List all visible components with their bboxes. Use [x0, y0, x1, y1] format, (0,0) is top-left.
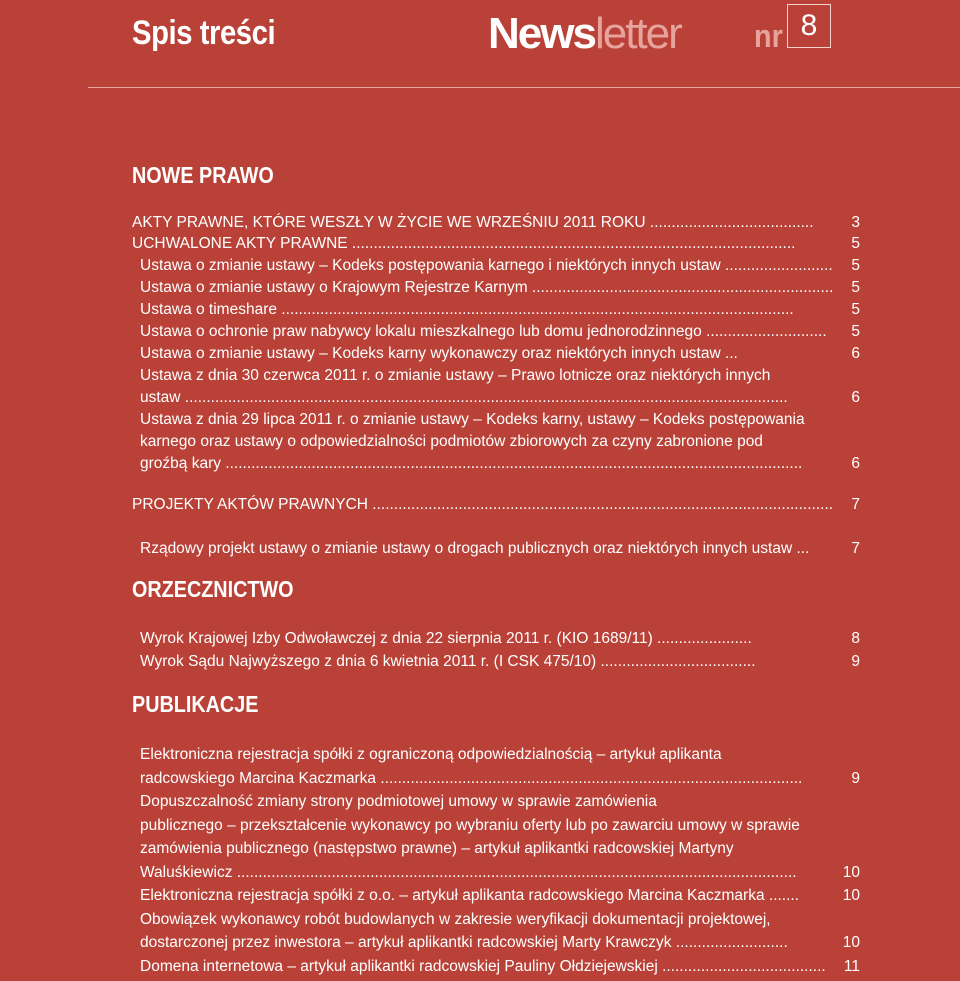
toc-entry-text[interactable]: dostarczonej przez inwestora – artykuł aplikantki radcowskiej Marty Krawczyk ..........................: [140, 934, 788, 951]
toc-entry-text[interactable]: groźbą kary ......................................................................................................................................: [140, 455, 803, 472]
newsletter-logo: [488, 10, 681, 58]
issue-number: 8: [787, 4, 831, 48]
toc-page-number: 5: [851, 323, 860, 340]
toc-page-number: 5: [851, 279, 860, 296]
toc-entry-text[interactable]: publicznego – przekształcenie wykonawcy po wybraniu oferty lub po zawarciu umowy w sprawie: [140, 817, 800, 834]
toc-page-number: 7: [851, 540, 860, 557]
toc-page-number: 8: [851, 630, 860, 647]
toc-entry-text[interactable]: Wyrok Sądu Najwyższego z dnia 6 kwietnia 2011 r. (I CSK 475/10) ....................................: [140, 653, 756, 670]
toc-page-number: 6: [851, 389, 860, 406]
toc-entry-text[interactable]: Wyrok Krajowej Izby Odwoławczej z dnia 22 sierpnia 2011 r. (KIO 1689/11) ......................: [140, 630, 752, 647]
toc-entry-text[interactable]: Elektroniczna rejestracja spółki z ograniczoną odpowiedzialnością – artykuł aplikanta: [140, 746, 722, 763]
toc-page-number: 7: [851, 496, 860, 513]
toc-entry-text[interactable]: Dopuszczalność zmiany strony podmiotowej umowy w sprawie zamówienia: [140, 793, 657, 810]
page-title: Spis treści: [132, 14, 276, 52]
toc-page-number: 9: [851, 653, 860, 670]
header-divider: [88, 87, 960, 88]
section-heading-nowe-prawo: NOWE PRAWO: [132, 162, 274, 188]
toc-page-number: 11: [843, 958, 860, 975]
toc-page-number: 9: [851, 770, 860, 787]
logo-news: News: [488, 9, 595, 58]
toc-page-number: 5: [851, 235, 860, 252]
toc-entry-text[interactable]: Ustawa z dnia 30 czerwca 2011 r. o zmianie ustawy – Prawo lotnicze oraz niektórych innych: [140, 367, 771, 384]
toc-entry-text[interactable]: karnego oraz ustawy o odpowiedzialności podmiotów zbiorowych za czyny zabronione pod: [140, 433, 763, 450]
toc-entry-text[interactable]: Ustawa o zmianie ustawy – Kodeks karny wykonawczy oraz niektórych innych ustaw ...: [140, 345, 738, 362]
toc-page-number: 5: [851, 301, 860, 318]
toc-entry-text[interactable]: UCHWALONE AKTY PRAWNE .......................................................................................................: [132, 235, 796, 252]
logo-letter: letter: [594, 9, 681, 58]
section-heading-orzecznictwo: ORZECZNICTWO: [132, 576, 294, 602]
toc-page-number: 10: [842, 934, 860, 951]
toc-entry-text[interactable]: PROJEKTY AKTÓW PRAWNYCH ...........................................................................................................: [132, 496, 834, 513]
toc-entry-text[interactable]: Ustawa z dnia 29 lipca 2011 r. o zmianie ustawy – Kodeks karny, ustawy – Kodeks postępowania: [140, 411, 805, 428]
toc-page-number: 6: [851, 345, 860, 362]
toc-entry-text[interactable]: Ustawa o ochronie praw nabywcy lokalu mieszkalnego lub domu jednorodzinnego ............................: [140, 323, 827, 340]
section-heading-publikacje: PUBLIKACJE: [132, 691, 259, 717]
toc-entry-text[interactable]: Ustawa o timeshare .......................................................................................................................: [140, 301, 794, 318]
toc-page-number: 10: [842, 887, 860, 904]
toc-entry-text[interactable]: zamówienia publicznego (następstwo prawne) – artykuł aplikantki radcowskiej Martyny: [140, 840, 734, 857]
toc-page-number: 5: [851, 257, 860, 274]
toc-page-number: 10: [842, 864, 860, 881]
toc-entry-text[interactable]: Obowiązek wykonawcy robót budowlanych w zakresie weryfikacji dokumentacji projektowej,: [140, 911, 771, 928]
toc-entry-text[interactable]: Ustawa o zmianie ustawy o Krajowym Rejestrze Karnym ......................................................................: [140, 279, 834, 296]
page-header: [0, 0, 960, 88]
toc-entry-text[interactable]: radcowskiego Marcina Kaczmarka ..................................................................................................: [140, 770, 803, 787]
issue-label: nr: [754, 18, 783, 54]
toc-entry-text[interactable]: ustaw ............................................................................................................................................: [140, 389, 788, 406]
toc-page-number: 6: [851, 455, 860, 472]
toc-entry-text[interactable]: AKTY PRAWNE, KTÓRE WESZŁY W ŻYCIE WE WRZEŚNIU 2011 ROKU ......................................: [132, 214, 814, 231]
toc-entry-text[interactable]: Domena internetowa – artykuł aplikantki radcowskiej Pauliny Ołdziejewskiej ......................................: [140, 958, 826, 975]
toc-entry-text[interactable]: Ustawa o zmianie ustawy – Kodeks postępowania karnego i niektórych innych ustaw .........................: [140, 257, 833, 274]
toc-page-number: 3: [851, 214, 860, 231]
toc-entry-text[interactable]: Waluśkiewicz ..................................................................................................................................: [140, 864, 797, 881]
toc-entry-text[interactable]: Rządowy projekt ustawy o zmianie ustawy o drogach publicznych oraz niektórych innych ustaw ...: [140, 540, 810, 557]
toc-entry-text[interactable]: Elektroniczna rejestracja spółki z o.o. – artykuł aplikanta radcowskiego Marcina Kaczmarka .......: [140, 887, 800, 904]
